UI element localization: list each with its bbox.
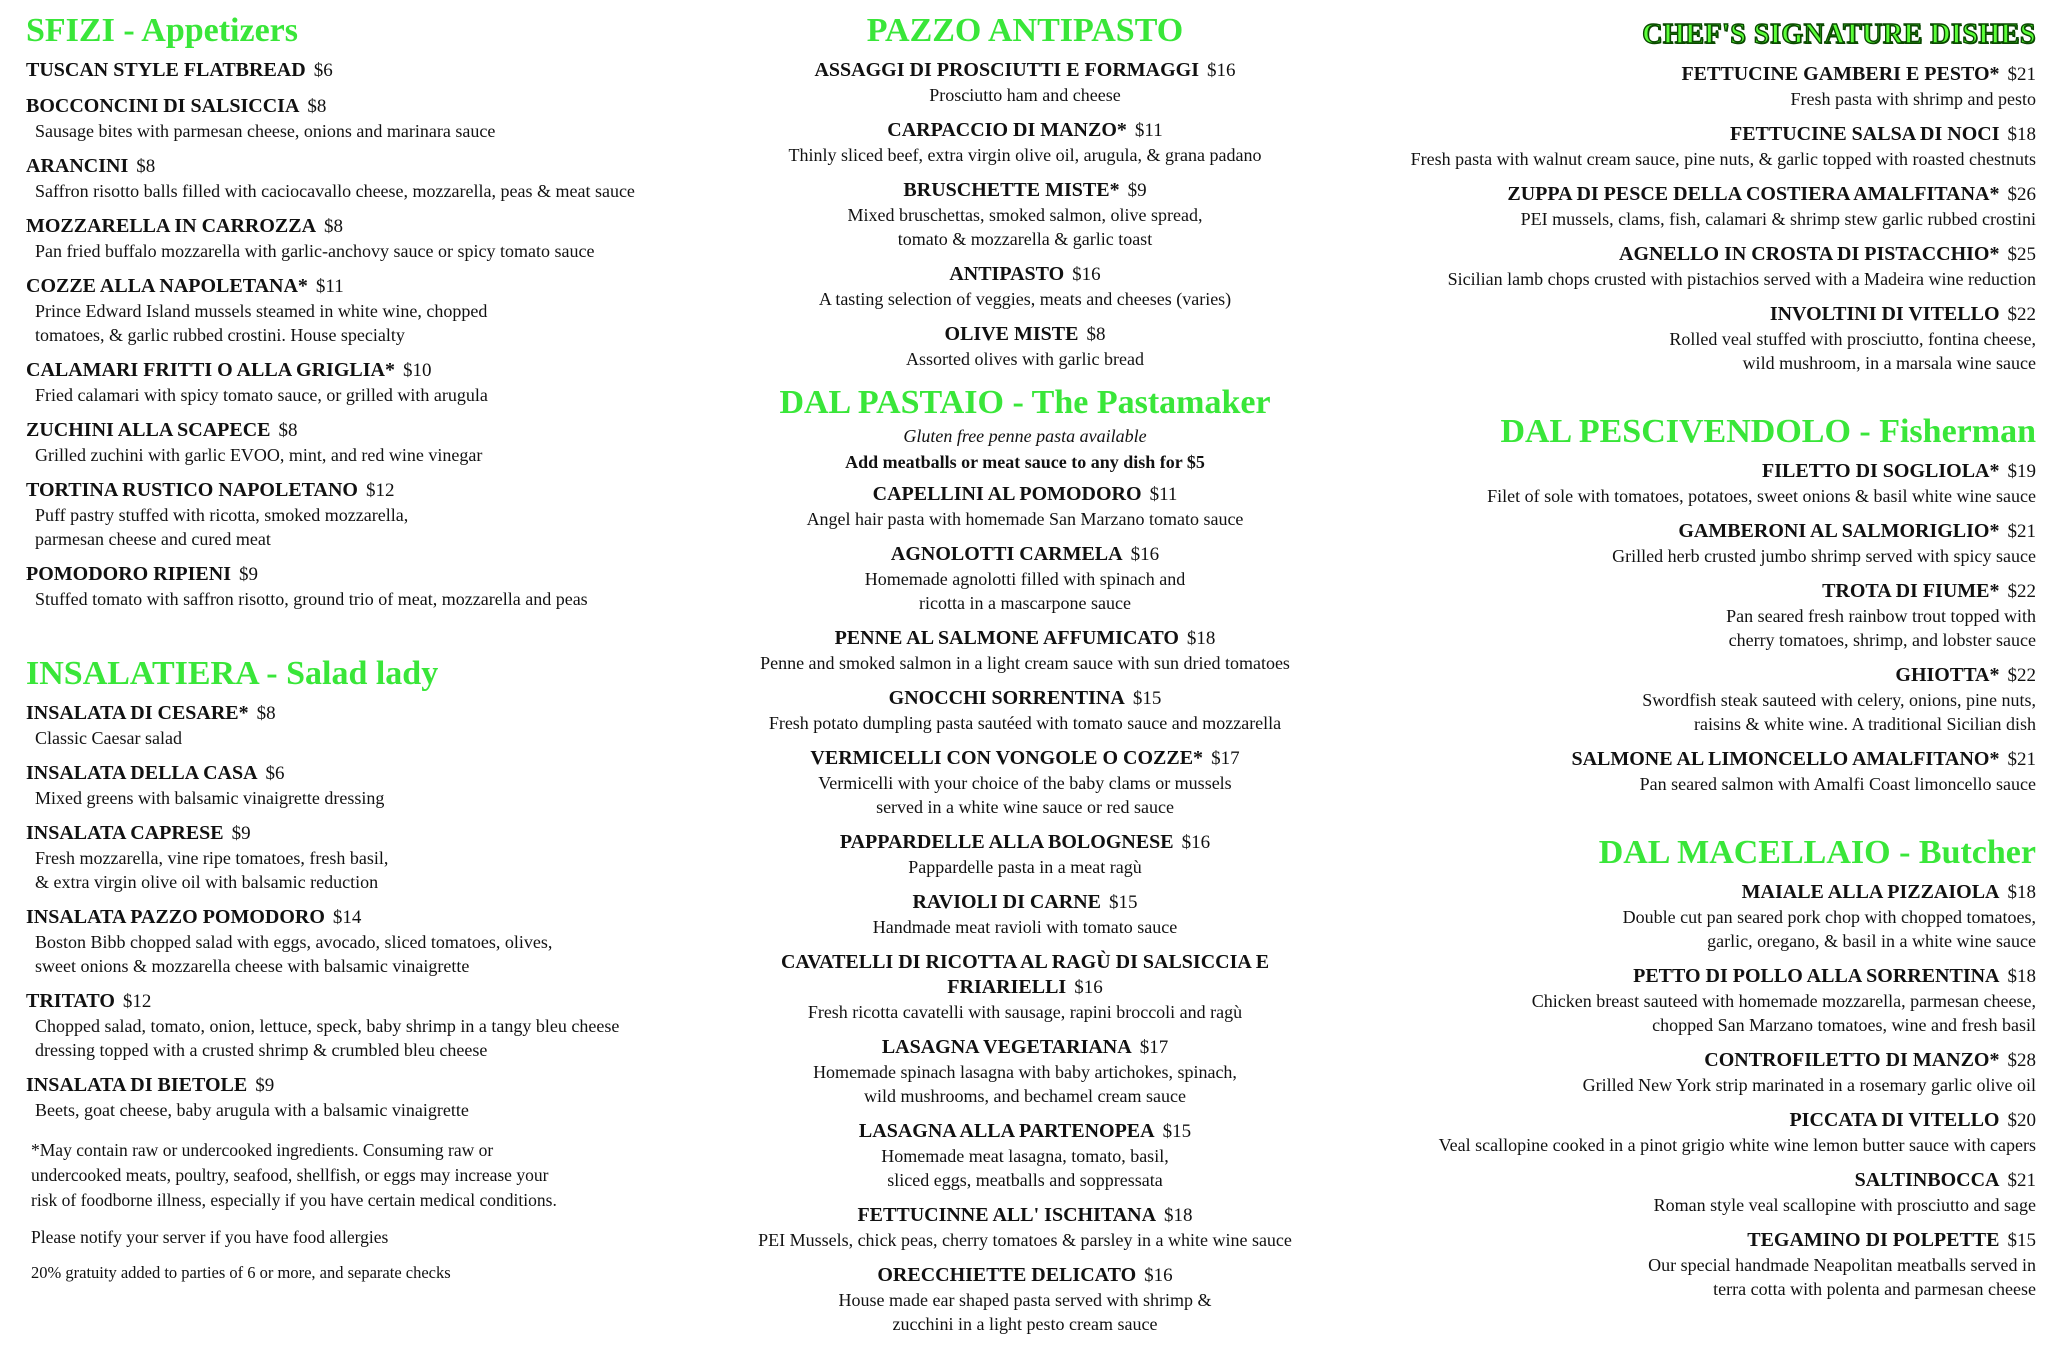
menu-item-name: PETTO DI POLLO ALLA SORRENTINA bbox=[1633, 965, 2000, 987]
menu-item-price: $6 bbox=[265, 763, 285, 784]
menu-item-heading bbox=[1368, 459, 2036, 484]
menu-item-heading bbox=[26, 418, 706, 443]
menu-item bbox=[1368, 242, 2036, 291]
menu-item-price: $22 bbox=[2007, 581, 2036, 602]
menu-item-price: $22 bbox=[2007, 304, 2036, 325]
add-meatballs-note: Add meatballs or meat sauce to any dish for $5 bbox=[845, 452, 1205, 472]
menu-list-pescivendolo bbox=[1368, 459, 2036, 796]
menu-list-chef bbox=[1368, 62, 2036, 375]
menu-item-name: POMODORO RIPIENI bbox=[26, 563, 231, 585]
menu-item-price: $11 bbox=[1149, 484, 1178, 505]
menu-item-price: $8 bbox=[307, 96, 327, 117]
menu-item-heading bbox=[720, 178, 1330, 203]
menu-item-price: $14 bbox=[332, 907, 362, 928]
menu-item-description: Classic Caesar salad bbox=[35, 728, 182, 748]
menu-item-name: INSALATA DI CESARE* bbox=[26, 702, 249, 724]
menu-item-description: Swordfish steak sauteed with celery, onions, pine nuts, raisins & white wine. A traditional Sicilian dish bbox=[1642, 690, 2036, 734]
menu-item-description: Handmade meat ravioli with tomato sauce bbox=[872, 917, 1178, 937]
menu-item-name: INVOLTINI DI VITELLO bbox=[1769, 303, 2000, 325]
menu-item bbox=[26, 761, 706, 810]
menu-item-heading bbox=[26, 358, 706, 383]
menu-item-description: Assorted olives with garlic bread bbox=[906, 349, 1144, 369]
menu-item-name: INSALATA DI BIETOLE bbox=[26, 1074, 248, 1096]
menu-item bbox=[26, 154, 706, 203]
menu-item bbox=[26, 478, 706, 551]
menu-item bbox=[720, 262, 1330, 311]
menu-item-name: COZZE ALLA NAPOLETANA* bbox=[26, 275, 308, 297]
menu-item-description: Homemade meat lasagna, tomato, basil, sliced eggs, meatballs and soppressata bbox=[881, 1146, 1169, 1190]
menu-item bbox=[720, 178, 1330, 251]
menu-item-heading bbox=[1368, 880, 2036, 905]
menu-item-name: ZUPPA DI PESCE DELLA COSTIERA AMALFITANA* bbox=[1507, 183, 2000, 205]
gluten-free-note: Gluten free penne pasta available bbox=[903, 426, 1147, 446]
menu-item-heading bbox=[720, 262, 1330, 287]
menu-item-heading bbox=[720, 542, 1330, 567]
menu-item-heading bbox=[720, 482, 1330, 507]
menu-list-antipasto bbox=[720, 58, 1330, 371]
menu-item bbox=[720, 746, 1330, 819]
menu-item-name: INSALATA CAPRESE bbox=[26, 822, 224, 844]
menu-item bbox=[26, 701, 706, 750]
menu-item-description: Double cut pan seared pork chop with chopped tomatoes, garlic, oregano, & basil in a white wine sauce bbox=[1622, 907, 2036, 951]
menu-item bbox=[720, 322, 1330, 371]
menu-item-name: SALTINBOCCA bbox=[1854, 1169, 2000, 1191]
menu-item bbox=[720, 1035, 1330, 1108]
menu-item-name: LASAGNA VEGETARIANA bbox=[881, 1036, 1132, 1058]
menu-item-description: Mixed bruschettas, smoked salmon, olive spread, tomato & mozzarella & garlic toast bbox=[847, 205, 1203, 249]
menu-list-macellaio bbox=[1368, 880, 2036, 1301]
menu-item-name: INSALATA DELLA CASA bbox=[26, 762, 258, 784]
menu-item-price: $15 bbox=[1132, 688, 1162, 709]
menu-item bbox=[720, 890, 1330, 939]
menu-item bbox=[1368, 663, 2036, 736]
menu-item bbox=[26, 274, 706, 347]
menu-list-insalatiera bbox=[26, 701, 706, 1122]
menu-item-heading bbox=[26, 989, 706, 1014]
menu-item bbox=[1368, 964, 2036, 1037]
menu-item-heading bbox=[720, 686, 1330, 711]
menu-item-description: Homemade spinach lasagna with baby artichokes, spinach, wild mushrooms, and bechamel cream sauce bbox=[813, 1062, 1237, 1106]
menu-item-heading bbox=[720, 58, 1330, 83]
menu-item-description: Vermicelli with your choice of the baby clams or mussels served in a white wine sauce or red sauce bbox=[818, 773, 1232, 817]
menu-item-description: Penne and smoked salmon in a light cream sauce with sun dried tomatoes bbox=[760, 653, 1290, 673]
menu-item-description: Saffron risotto balls filled with caciocavallo cheese, mozzarella, peas & meat sauce bbox=[35, 181, 635, 201]
menu-item bbox=[1368, 1168, 2036, 1217]
menu-item-name: FETTUCINNE ALL' ISCHITANA bbox=[857, 1204, 1157, 1226]
menu-item-name: RAVIOLI DI CARNE bbox=[912, 891, 1102, 913]
menu-item-price: $21 bbox=[2007, 1170, 2036, 1191]
menu-item-heading bbox=[26, 562, 706, 587]
menu-item-price: $16 bbox=[1072, 264, 1101, 285]
menu-item-description: Pan seared fresh rainbow trout topped with cherry tomatoes, shrimp, and lobster sauce bbox=[1726, 606, 2036, 650]
menu-item bbox=[1368, 579, 2036, 652]
menu-item-name: TUSCAN STYLE FLATBREAD bbox=[26, 59, 306, 81]
menu-item bbox=[720, 1203, 1330, 1252]
section-title-insalatiera: INSALATIERA - Salad lady bbox=[26, 655, 439, 692]
menu-item-heading bbox=[26, 905, 706, 930]
menu-item-heading bbox=[1368, 663, 2036, 688]
menu-item-description: Rolled veal stuffed with prosciutto, fontina cheese, wild mushroom, in a marsala wine sauce bbox=[1669, 329, 2036, 373]
menu-item-heading bbox=[1368, 579, 2036, 604]
menu-item-price: $11 bbox=[315, 276, 344, 297]
menu-item-price: $9 bbox=[231, 823, 251, 844]
menu-item-price: $15 bbox=[2007, 1230, 2036, 1251]
menu-item bbox=[1368, 1108, 2036, 1157]
menu-item-name: INSALATA PAZZO POMODORO bbox=[26, 906, 325, 928]
menu-item-description: Fresh pasta with walnut cream sauce, pine nuts, & garlic topped with roasted chestnuts bbox=[1410, 149, 2036, 169]
menu-item-heading bbox=[1368, 1108, 2036, 1133]
section-title-sfizi: SFIZI - Appetizers bbox=[26, 12, 298, 49]
menu-item-description: Filet of sole with tomatoes, potatoes, sweet onions & basil white wine sauce bbox=[1487, 486, 2036, 506]
menu-item-name: OLIVE MISTE bbox=[944, 323, 1079, 345]
gratuity-note: 20% gratuity added to parties of 6 or more, and separate checks bbox=[31, 1263, 451, 1282]
menu-item-heading bbox=[26, 821, 706, 846]
menu-item bbox=[720, 950, 1330, 1024]
menu-item-description: Fresh mozzarella, vine ripe tomatoes, fresh basil, & extra virgin olive oil with balsamic reduction bbox=[35, 848, 389, 892]
menu-item-description: Puff pastry stuffed with ricotta, smoked mozzarella, parmesan cheese and cured meat bbox=[35, 505, 409, 549]
menu-item-price: $11 bbox=[1134, 120, 1163, 141]
menu-item-price: $16 bbox=[1074, 977, 1103, 998]
menu-item-name: CAPELLINI AL POMODORO bbox=[872, 483, 1142, 505]
menu-item-description: Fresh potato dumpling pasta sautéed with tomato sauce and mozzarella bbox=[768, 713, 1282, 733]
menu-item-name: ANTIPASTO bbox=[949, 263, 1065, 285]
menu-item-name: GNOCCHI SORRENTINA bbox=[888, 687, 1125, 709]
menu-item bbox=[1368, 880, 2036, 953]
menu-item-heading bbox=[1368, 519, 2036, 544]
menu-item-price: $8 bbox=[278, 420, 298, 441]
menu-item-name: ORECCHIETTE DELICATO bbox=[877, 1264, 1137, 1286]
menu-item-name: ASSAGGI DI PROSCIUTTI E FORMAGGI bbox=[814, 59, 1199, 81]
menu-item-name: FILETTO DI SOGLIOLA* bbox=[1762, 460, 2000, 482]
menu-list-sfizi bbox=[26, 58, 706, 611]
menu-item-price: $16 bbox=[1130, 544, 1160, 565]
menu-item-name: PENNE AL SALMONE AFFUMICATO bbox=[834, 627, 1179, 649]
menu-item-heading bbox=[1368, 302, 2036, 327]
menu-item-price: $8 bbox=[256, 703, 276, 724]
menu-item-description: A tasting selection of veggies, meats and cheeses (varies) bbox=[818, 289, 1232, 309]
menu-item-name: BOCCONCINI DI SALSICCIA bbox=[26, 95, 300, 117]
menu-item-price: $16 bbox=[1144, 1265, 1173, 1286]
menu-item bbox=[720, 1263, 1330, 1336]
menu-item-price: $18 bbox=[1164, 1205, 1193, 1226]
menu-item-heading bbox=[26, 1073, 706, 1098]
menu-item bbox=[26, 989, 706, 1062]
menu-item-heading bbox=[26, 478, 706, 503]
left-column bbox=[26, 10, 706, 1285]
raw-food-disclaimer: *May contain raw or undercooked ingredients. Consuming raw or undercooked meats, poultry, seafood, shellfish, or eggs may increase your risk of foodborne illness, especially if you have certain medical conditions. bbox=[31, 1140, 557, 1210]
menu-item-name: CALAMARI FRITTI O ALLA GRIGLIA* bbox=[26, 359, 395, 381]
menu-item bbox=[1368, 459, 2036, 508]
menu-item bbox=[720, 58, 1330, 107]
menu-item-name: TORTINA RUSTICO NAPOLETANO bbox=[26, 479, 358, 501]
menu-item bbox=[1368, 1048, 2036, 1097]
menu-item-description: Sicilian lamb chops crusted with pistachios served with a Madeira wine reduction bbox=[1447, 269, 2036, 289]
menu-list-pastaio bbox=[720, 482, 1330, 1336]
menu-item-heading bbox=[1368, 242, 2036, 267]
menu-item-name: TEGAMINO DI POLPETTE bbox=[1747, 1229, 2000, 1251]
menu-item-price: $18 bbox=[2007, 124, 2036, 145]
menu-item-price: $8 bbox=[1086, 324, 1106, 345]
section-title-pastaio: DAL PASTAIO - The Pastamaker bbox=[779, 384, 1271, 421]
menu-item-price: $16 bbox=[1207, 60, 1236, 81]
menu-item-name: CAVATELLI DI RICOTTA AL RAGÙ DI SALSICCIA E FRIARIELLI bbox=[780, 951, 1270, 998]
menu-item-price: $9 bbox=[1127, 180, 1147, 201]
menu-item-description: Thinly sliced beef, extra virgin olive oil, arugula, & grana padano bbox=[788, 145, 1262, 165]
menu-item-description: Angel hair pasta with homemade San Marzano tomato sauce bbox=[806, 509, 1244, 529]
menu-item bbox=[26, 1073, 706, 1122]
menu-item-name: CONTROFILETTO DI MANZO* bbox=[1704, 1049, 2000, 1071]
menu-item-heading bbox=[26, 154, 706, 179]
menu-item bbox=[1368, 302, 2036, 375]
menu-item-price: $9 bbox=[255, 1075, 275, 1096]
menu-item-description: House made ear shaped pasta served with shrimp & zucchini in a light pesto cream sauce bbox=[838, 1290, 1212, 1334]
menu-item bbox=[720, 542, 1330, 615]
menu-item-description: Pappardelle pasta in a meat ragù bbox=[908, 857, 1142, 877]
menu-item-description: Fried calamari with spicy tomato sauce, or grilled with arugula bbox=[35, 385, 488, 405]
menu-item-heading bbox=[1368, 1168, 2036, 1193]
menu-item bbox=[26, 94, 706, 143]
menu-item-price: $25 bbox=[2007, 244, 2036, 265]
menu-item-heading bbox=[26, 214, 706, 239]
menu-item-heading bbox=[26, 94, 706, 119]
menu-item bbox=[720, 686, 1330, 735]
menu-item-name: TROTA DI FIUME* bbox=[1822, 580, 2000, 602]
menu-item-price: $21 bbox=[2007, 521, 2036, 542]
menu-item bbox=[1368, 1228, 2036, 1301]
menu-item-description: Grilled herb crusted jumbo shrimp served with spicy sauce bbox=[1612, 546, 2036, 566]
menu-item-price: $6 bbox=[313, 60, 333, 81]
menu-item-description: Our special handmade Neapolitan meatballs served in terra cotta with polenta and parmesan cheese bbox=[1648, 1255, 2036, 1299]
menu-item-description: Boston Bibb chopped salad with eggs, avocado, sliced tomatoes, olives, sweet onions & mozzarella cheese with balsamic vinaigrette bbox=[35, 932, 553, 976]
allergy-note: Please notify your server if you have food allergies bbox=[31, 1227, 389, 1247]
menu-item-description: Homemade agnolotti filled with spinach and ricotta in a mascarpone sauce bbox=[864, 569, 1186, 613]
menu-item-heading bbox=[26, 58, 706, 83]
menu-item-name: MOZZARELLA IN CARROZZA bbox=[26, 215, 317, 237]
menu-item-description: Chopped salad, tomato, onion, lettuce, speck, baby shrimp in a tangy bleu cheese dressing topped with a crusted shrimp & crumbled bleu cheese bbox=[35, 1016, 620, 1060]
menu-item-name: AGNELLO IN CROSTA DI PISTACCHIO* bbox=[1619, 243, 2000, 265]
menu-item-name: GHIOTTA* bbox=[1895, 664, 2000, 686]
menu-item-name: ZUCHINI ALLA SCAPECE bbox=[26, 419, 271, 441]
menu-item bbox=[26, 821, 706, 894]
menu-item-price: $22 bbox=[2007, 665, 2036, 686]
menu-item bbox=[26, 214, 706, 263]
menu-item-description: Pan fried buffalo mozzarella with garlic-anchovy sauce or spicy tomato sauce bbox=[35, 241, 595, 261]
menu-item-description: Grilled New York strip marinated in a rosemary garlic olive oil bbox=[1582, 1075, 2036, 1095]
section-title-macellaio: DAL MACELLAIO - Butcher bbox=[1598, 834, 2036, 871]
menu-item-description: Fresh pasta with shrimp and pesto bbox=[1790, 89, 2036, 109]
menu-item bbox=[26, 418, 706, 467]
menu-item-price: $20 bbox=[2007, 1110, 2036, 1131]
menu-item-heading bbox=[1368, 964, 2036, 989]
menu-item-description: Mixed greens with balsamic vinaigrette dressing bbox=[35, 788, 385, 808]
menu-item-price: $18 bbox=[2007, 966, 2036, 987]
menu-item-price: $16 bbox=[1181, 832, 1211, 853]
menu-item-heading bbox=[1368, 182, 2036, 207]
menu-item-name: FETTUCINE GAMBERI E PESTO* bbox=[1681, 63, 2000, 85]
menu-item-price: $12 bbox=[365, 480, 395, 501]
menu-item-description: Veal scallopine cooked in a pinot grigio white wine lemon butter sauce with capers bbox=[1438, 1135, 2036, 1155]
menu-item-description: PEI mussels, clams, fish, calamari & shrimp stew garlic rubbed crostini bbox=[1520, 209, 2036, 229]
menu-item bbox=[720, 482, 1330, 531]
section-title-pescivendolo: DAL PESCIVENDOLO - Fisherman bbox=[1500, 413, 2036, 450]
menu-item bbox=[26, 562, 706, 611]
menu-item-heading bbox=[720, 746, 1330, 771]
menu-item bbox=[1368, 519, 2036, 568]
menu-item-price: $10 bbox=[402, 360, 432, 381]
menu-item-heading bbox=[1368, 122, 2036, 147]
menu-item-name: BRUSCHETTE MISTE* bbox=[903, 179, 1120, 201]
menu-item-description: Prosciutto ham and cheese bbox=[929, 85, 1121, 105]
menu-item-description: Roman style veal scallopine with prosciutto and sage bbox=[1653, 1195, 2036, 1215]
menu-item-description: Grilled zuchini with garlic EVOO, mint, and red wine vinegar bbox=[35, 445, 483, 465]
menu-item-name: PICCATA DI VITELLO bbox=[1789, 1109, 2000, 1131]
menu-item-name: AGNOLOTTI CARMELA bbox=[890, 543, 1123, 565]
menu-item-price: $26 bbox=[2007, 184, 2036, 205]
middle-column bbox=[720, 10, 1330, 1347]
menu-item-price: $21 bbox=[2007, 64, 2036, 85]
menu-item-description: Pan seared salmon with Amalfi Coast limoncello sauce bbox=[1639, 774, 2036, 794]
menu-item-price: $9 bbox=[239, 564, 258, 585]
menu-item-name: FETTUCINE SALSA DI NOCI bbox=[1729, 123, 2000, 145]
menu-item bbox=[720, 118, 1330, 167]
right-column bbox=[1368, 10, 2036, 1312]
menu-item-name: VERMICELLI CON VONGOLE O COZZE* bbox=[810, 747, 1204, 769]
menu-item-description: Sausage bites with parmesan cheese, onions and marinara sauce bbox=[35, 121, 496, 141]
menu-item-price: $8 bbox=[324, 216, 344, 237]
menu-item-price: $8 bbox=[136, 156, 156, 177]
menu-item-heading bbox=[26, 274, 706, 299]
menu-item-heading bbox=[1368, 1048, 2036, 1073]
menu-item-price: $19 bbox=[2007, 461, 2036, 482]
menu-item-heading bbox=[720, 1263, 1330, 1288]
menu-item-description: Stuffed tomato with saffron risotto, ground trio of meat, mozzarella and peas bbox=[35, 589, 588, 609]
menu-item bbox=[1368, 182, 2036, 231]
menu-item-price: $17 bbox=[1211, 748, 1240, 769]
menu-item-description: Prince Edward Island mussels steamed in white wine, chopped tomatoes, & garlic rubbed crostini. House specialty bbox=[35, 301, 488, 345]
menu-item-heading bbox=[1368, 747, 2036, 772]
menu-item-price: $21 bbox=[2007, 749, 2036, 770]
menu-item-name: PAPPARDELLE ALLA BOLOGNESE bbox=[839, 831, 1174, 853]
menu-item bbox=[26, 358, 706, 407]
menu-item-heading bbox=[720, 950, 1330, 1000]
menu-item bbox=[26, 905, 706, 978]
menu-item-description: Beets, goat cheese, baby arugula with a balsamic vinaigrette bbox=[35, 1100, 469, 1120]
menu-item-heading bbox=[720, 830, 1330, 855]
menu-item-price: $18 bbox=[2007, 882, 2036, 903]
menu-item bbox=[1368, 747, 2036, 796]
menu-item-heading bbox=[720, 1119, 1330, 1144]
menu-item-heading bbox=[26, 701, 706, 726]
menu-item bbox=[720, 830, 1330, 879]
menu-item-price: $15 bbox=[1109, 892, 1138, 913]
menu-item-name: CARPACCIO DI MANZO* bbox=[887, 119, 1127, 141]
menu-item-heading bbox=[1368, 62, 2036, 87]
menu-item-description: Chicken breast sauteed with homemade mozzarella, parmesan cheese, chopped San Marzano tomatoes, wine and fresh basil bbox=[1531, 991, 2036, 1035]
menu-item-price: $17 bbox=[1139, 1037, 1169, 1058]
menu-item bbox=[720, 1119, 1330, 1192]
menu-item-name: SALMONE AL LIMONCELLO AMALFITANO* bbox=[1571, 748, 2000, 770]
section-title-antipasto: PAZZO ANTIPASTO bbox=[866, 12, 1184, 49]
menu-item-heading bbox=[1368, 1228, 2036, 1253]
menu-item-name: GAMBERONI AL SALMORIGLIO* bbox=[1678, 520, 2000, 542]
menu-item-heading bbox=[720, 626, 1330, 651]
menu-item-name: TRITATO bbox=[26, 990, 115, 1012]
menu-item-name: LASAGNA ALLA PARTENOPEA bbox=[858, 1120, 1155, 1142]
menu-item bbox=[26, 58, 706, 83]
menu-item-heading bbox=[720, 890, 1330, 915]
menu-item-heading bbox=[720, 1035, 1330, 1060]
menu-item-description: PEI Mussels, chick peas, cherry tomatoes & parsley in a white wine sauce bbox=[758, 1230, 1292, 1250]
menu-item-name: MAIALE ALLA PIZZAIOLA bbox=[1741, 881, 2000, 903]
menu-item-heading bbox=[720, 1203, 1330, 1228]
menu-item-heading bbox=[720, 322, 1330, 347]
menu-item-name: ARANCINI bbox=[26, 155, 129, 177]
menu-item-heading bbox=[720, 118, 1330, 143]
menu-item-heading bbox=[26, 761, 706, 786]
menu-item-price: $18 bbox=[1186, 628, 1216, 649]
menu-item-price: $28 bbox=[2007, 1050, 2036, 1071]
menu-item-price: $15 bbox=[1162, 1121, 1192, 1142]
section-title-chef: CHEF'S SIGNATURE DISHES bbox=[1642, 19, 2036, 50]
menu-item-price: $12 bbox=[122, 991, 152, 1012]
menu-item bbox=[720, 626, 1330, 675]
menu-item bbox=[1368, 122, 2036, 171]
menu-item-description: Fresh ricotta cavatelli with sausage, rapini broccoli and ragù bbox=[807, 1002, 1243, 1022]
menu-item bbox=[1368, 62, 2036, 111]
